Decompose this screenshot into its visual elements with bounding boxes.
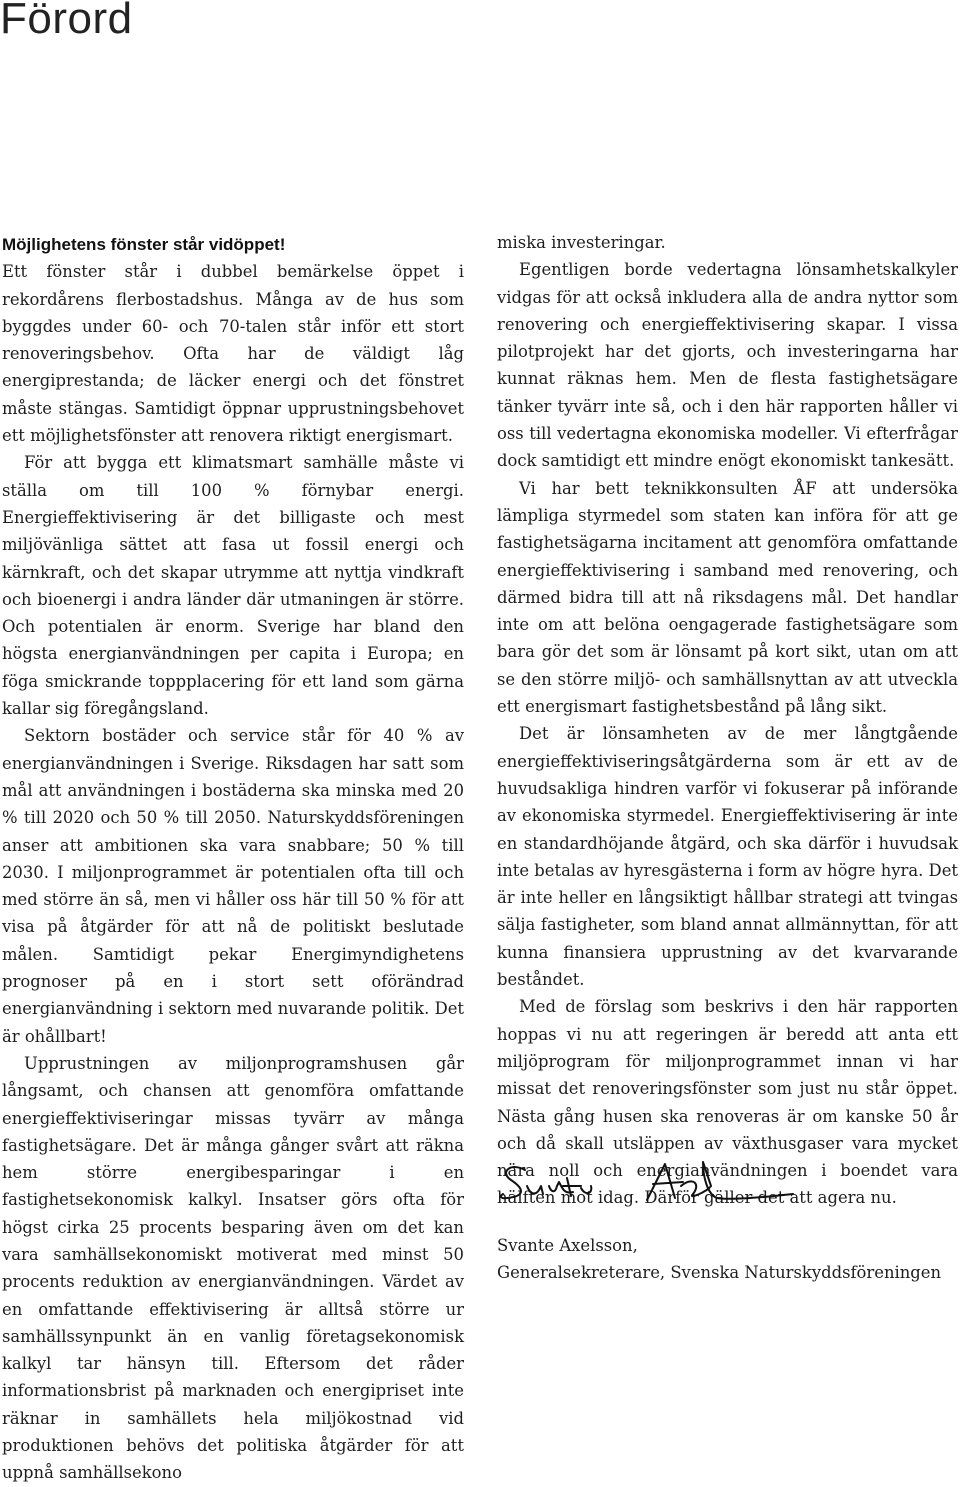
- paragraph-8: Det är lönsamheten av de mer långtgående energieffektiviseringsåtgärderna som är ett av de huvudsakliga hindren varför vi fokuserar på införande av ekonomiska styrmedel. Energieffektivisering är inte en standardhöjande åtgärd, och ska därför i huvudsak inte betalas av hyresgästerna i form av högre hyra. Det är inte heller en långsiktigt hållbar strategi att tvingas sälja fastigheter, som bland annat allmännyttan, för att kunna finansiera upprustning av det kvarvarande beståndet.: [497, 724, 958, 990]
- paragraph-2: För att bygga ett klimatsmart samhälle måste vi ställa om till 100 % förnybar energi. Energieffektivisering är det billigaste och mest miljövänliga sättet att fasa ut fossil energi och kärnkraft, och det skapar utrymme att nyttja vindkraft och bioenergi i andra länder där utmaningen är större. Och potentialen är enorm. Sverige har bland den högsta energianvändningen per capita i Europa; en föga smickrande toppplacering för ett land som gärna kallar sig föregångsland.: [2, 453, 464, 719]
- paragraph-5: miska investeringar.: [497, 233, 666, 252]
- right-column: [497, 229, 958, 1212]
- paragraph-7: Vi har bett teknikkonsulten ÅF att undersöka lämpliga styrmedel som staten kan införa för att ge fastighetsägarna incitament att genomföra omfattande energieffektivisering i samband med renovering, och därmed bidra till att nå riksdagens mål. Det handlar inte om att belöna oengagerade fastighetsägare som bara gör det som är lönsamt på kort sikt, utan om att se den större miljö- och samhällsnyttan av att utveckla ett energismart fastighetsbestånd på lång sikt.: [497, 478, 958, 717]
- signer-role: Generalsekreterare, Svenska Naturskyddsföreningen: [497, 1263, 942, 1283]
- left-column: [2, 231, 464, 1487]
- paragraph-1: Ett fönster står i dubbel bemärkelse öppet i rekordårens flerbostadshus. Många av de hus som byggdes under 60- och 70-talen står inför ett stort renoveringsbehov. Ofta har de väldigt låg energiprestanda; de läcker energi och det fönstret måste stängas. Samtidigt öppnar upprustningsbehovet ett möjlighetsfönster att renovera riktigt energismart.: [2, 262, 464, 446]
- page-title: Förord: [0, 0, 133, 43]
- section-heading: Möjlighetens fönster står vidöppet!: [2, 235, 286, 254]
- paragraph-9: Med de förslag som beskrivs i den här rapporten hoppas vi nu att regeringen är beredd att anta ett miljöprogram för miljonprogrammet innan vi har missat det renoveringsfönster som just nu står öppet. Nästa gång husen ska renoveras är om kanske 50 år och då skall utsläppen av växthusgaser vara mycket nära noll och energianvändningen i boendet vara hälften mot idag. Därför gäller det att agera nu.: [497, 997, 958, 1208]
- signer-block: [497, 1232, 958, 1287]
- paragraph-3: Sektorn bostäder och service står för 40 % av energianvändningen i Sverige. Riksdagen har satt som mål att användningen i bostäderna ska minska med 20 % till 2020 och 50 % till 2050. Naturskyddsföreningen anser att ambitionen ska vara snabbare; 50 % till 2030. I miljonprogrammet är potentialen ofta till och med större än så, men vi håller oss här till 50 % för att visa på åtgärder för att nå de politiskt beslutade målen. Samtidigt pekar Energimyndighetens prognoser på en i stort sett oförändrad energianvändning i sektorn med nuvarande politik. Det är ohållbart!: [2, 726, 464, 1046]
- signature-image: [497, 1156, 797, 1208]
- signer-name: Svante Axelsson,: [497, 1236, 638, 1255]
- paragraph-6: Egentligen borde vedertagna lönsamhetskalkyler vidgas för att också inkludera alla de andra nyttor som renovering och energieffektivisering skapar. I vissa pilotprojekt har det gjorts, och investeringarna har kunnat räknas hem. Men de flesta fastighetsägare tänker tyvärr inte så, och i den här rapporten håller vi oss till vedertagna ekonomiska modeller. Vi efterfrågar dock samtidigt ett mindre enögt ekonomiskt tankesätt.: [497, 260, 958, 471]
- paragraph-4: Upprustningen av miljonprogramshusen går långsamt, och chansen att genomföra omfattande energieffektiviseringar missas tyvärr av många fastighetsägare. Det är många gånger svårt att räkna hem större energibesparingar i en fastighetsekonomisk kalkyl. Insatser görs ofta för högst cirka 25 procents besparing även om det kan vara samhällsekonomiskt motiverat med minst 50 procents reduktion av energianvändningen. Värdet av en omfattande effektivisering är alltså större ur samhällssynpunkt än en vanlig företagsekonomisk kalkyl tar hänsyn till. Eftersom det råder informationsbrist på marknaden och energipriset inte räknar in samhällets hela miljökostnad vid produktionen behövs det politiska åtgärder för att uppnå samhällsekono: [2, 1053, 464, 1483]
